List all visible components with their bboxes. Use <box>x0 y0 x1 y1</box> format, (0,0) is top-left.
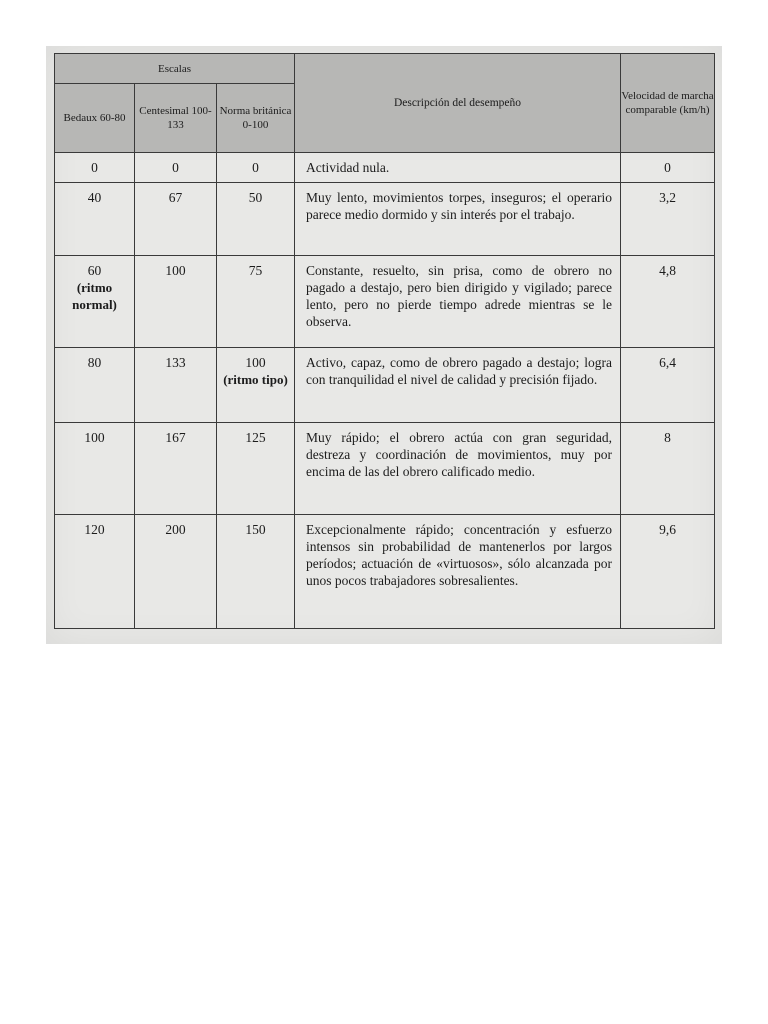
cell-centesimal: 67 <box>135 183 217 256</box>
bedaux-value: 120 <box>84 522 105 537</box>
cell-centesimal: 133 <box>135 348 217 423</box>
cell-velocidad: 0 <box>621 153 715 183</box>
table-row <box>55 256 715 348</box>
cell-bedaux <box>55 153 135 183</box>
header-centesimal: Centesimal 100-133 <box>135 84 217 153</box>
cell-centesimal: 167 <box>135 423 217 515</box>
scanned-page <box>46 46 722 644</box>
cell-velocidad: 9,6 <box>621 515 715 629</box>
table-row <box>55 348 715 423</box>
cell-centesimal: 100 <box>135 256 217 348</box>
cell-centesimal: 0 <box>135 153 217 183</box>
table-row <box>55 183 715 256</box>
cell-bedaux <box>55 348 135 423</box>
cell-velocidad: 3,2 <box>621 183 715 256</box>
bedaux-value: 60 <box>87 263 102 278</box>
cell-centesimal: 200 <box>135 515 217 629</box>
cell-velocidad: 6,4 <box>621 348 715 423</box>
cell-norma <box>217 153 295 183</box>
norma-value: 100 <box>245 355 266 370</box>
norma-value: 50 <box>248 190 263 205</box>
norma-value: 150 <box>245 522 266 537</box>
table-row <box>55 423 715 515</box>
header-escalas: Escalas <box>55 54 295 84</box>
table-row <box>55 515 715 629</box>
cell-norma <box>217 183 295 256</box>
cell-norma <box>217 423 295 515</box>
cell-descripcion: Actividad nula. <box>295 153 621 183</box>
header-velocidad: Velocidad de marcha comparable (km/h) <box>621 54 715 153</box>
norma-value: 125 <box>245 430 266 445</box>
bedaux-value: 40 <box>87 190 102 205</box>
cell-bedaux <box>55 423 135 515</box>
norma-value: 75 <box>248 263 263 278</box>
cell-descripcion: Muy rápido; el obrero actúa con gran seguridad, destreza y coordinación de movimientos, muy por encima de las del obrero calificado medio. <box>295 423 621 515</box>
cell-descripcion: Activo, capaz, como de obrero pagado a destajo; logra con tranquilidad el nivel de calidad y precisión fijado. <box>295 348 621 423</box>
header-norma: Norma británica 0-100 <box>217 84 295 153</box>
cell-velocidad: 8 <box>621 423 715 515</box>
performance-rating-table <box>54 53 715 629</box>
cell-norma <box>217 256 295 348</box>
cell-bedaux <box>55 183 135 256</box>
cell-descripcion: Excepcionalmente rápido; concentración y esfuerzo intensos sin probabilidad de mantenerlos por largos períodos; actuación de «virtuosos», sólo alcanzada por unos pocos trabajadores sobresalientes. <box>295 515 621 629</box>
header-descripcion: Descripción del desempeño <box>295 54 621 153</box>
bedaux-value: 100 <box>84 430 105 445</box>
bedaux-value: 80 <box>87 355 102 370</box>
header-bedaux: Bedaux 60-80 <box>55 84 135 153</box>
cell-norma <box>217 348 295 423</box>
cell-bedaux <box>55 256 135 348</box>
cell-norma <box>217 515 295 629</box>
bedaux-note: (ritmo normal) <box>72 280 117 312</box>
norma-note: (ritmo tipo) <box>223 372 288 387</box>
norma-value: 0 <box>252 160 259 175</box>
table-row <box>55 153 715 183</box>
cell-bedaux <box>55 515 135 629</box>
bedaux-value: 0 <box>91 160 98 175</box>
cell-descripcion: Constante, resuelto, sin prisa, como de obrero no pagado a destajo, pero bien dirigido y vigilado; parece lento, pero no pierde tiempo adrede mientras se le observa. <box>295 256 621 348</box>
cell-velocidad: 4,8 <box>621 256 715 348</box>
cell-descripcion: Muy lento, movimientos torpes, inseguros; el operario parece medio dormido y sin interés por el trabajo. <box>295 183 621 256</box>
